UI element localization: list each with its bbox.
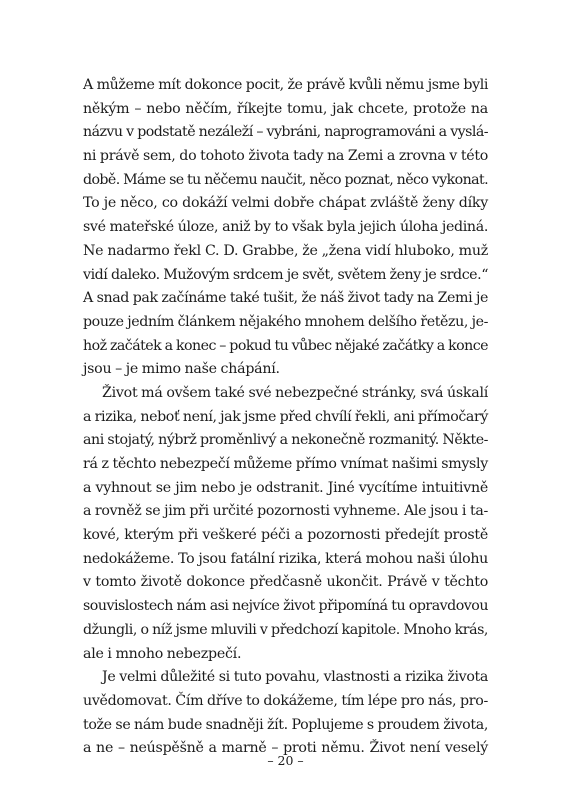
text-line: a ne – neúspěšně a marně – proti němu. Život není veselý bbox=[83, 740, 488, 757]
text-line: jsou – je mimo naše chápání. bbox=[83, 361, 280, 378]
text-line: své mateřské úloze, aniž by to však byla jejich úloha jediná. bbox=[83, 219, 488, 236]
paragraph bbox=[83, 382, 488, 666]
text-line: a vyhnout se jim nebo je odstranit. Jiné vycítíme intuitivně bbox=[83, 479, 488, 496]
text-line: nedokážeme. To jsou fatální rizika, která mohou naši úlohu bbox=[83, 550, 488, 567]
text-line: džungli, o níž jsme mluvili v předchozí kapitole. Mnoho krás, bbox=[83, 621, 488, 638]
text-line: hož začátek a konec – pokud tu vůbec nějaké začátky a konce bbox=[83, 337, 488, 354]
text-line: ani stojatý, nýbrž proměnlivý a nekonečně rozmanitý. Někte- bbox=[83, 432, 488, 449]
paragraph bbox=[83, 74, 488, 382]
text-line: někým – nebo něčím, říkejte tomu, jak chcete, protože na bbox=[83, 100, 488, 117]
text-line: Život má ovšem také své nebezpečné stránky, svá úskalí bbox=[102, 384, 489, 401]
text-line: názvu v podstatě nezáleží – vybráni, naprogramováni a vyslá- bbox=[83, 124, 488, 141]
text-line: Ne nadarmo řekl C. D. Grabbe, že „žena vidí hluboko, muž bbox=[83, 242, 488, 259]
body-text bbox=[83, 74, 488, 761]
text-line: kové, kterým při veškeré péči a pozornosti předejít prostě bbox=[83, 527, 488, 544]
text-line: A snad pak začínáme také tušit, že náš život tady na Zemi je bbox=[83, 290, 488, 307]
text-line: To je něco, co dokáží velmi dobře chápat zvláště ženy díky bbox=[83, 195, 488, 212]
text-line: A můžeme mít dokonce pocit, že právě kvůli němu jsme byli bbox=[83, 77, 488, 93]
text-line: době. Máme se tu něčemu naučit, něco poznat, něco vykonat. bbox=[83, 171, 488, 188]
text-line: pouze jedním článkem nějakého mnohem delšího řetězu, je- bbox=[83, 313, 488, 330]
text-line: tože se nám bude snadněji žít. Poplujeme s proudem života, bbox=[83, 716, 488, 733]
text-line: souvislostech nám asi nejvíce život připomíná tu opravdovou bbox=[83, 598, 488, 615]
text-line: a rovněž se jim při určité pozornosti vyhneme. Ale jsou i ta- bbox=[83, 503, 488, 520]
text-line: a rizika, neboť není, jak jsme před chvílí řekli, ani přímočarý bbox=[83, 408, 488, 425]
text-line: Je velmi důležité si tuto povahu, vlastnosti a rizika života bbox=[102, 669, 488, 686]
text-line: v tomto životě dokonce předčasně ukončit. Právě v těchto bbox=[83, 574, 488, 591]
text-line: ale i mnoho nebezpečí. bbox=[83, 645, 242, 662]
text-line: ni právě sem, do tohoto života tady na Zemi a zrovna v této bbox=[83, 148, 488, 165]
text-line: uvědomovat. Čím dříve to dokážeme, tím lépe pro nás, pro- bbox=[83, 692, 488, 709]
text-line: vidí daleko. Mužovým srdcem je svět, světem ženy je srdce.“ bbox=[83, 266, 488, 283]
text-line: rá z těchto nebezpečí můžeme přímo vnímat našimi smysly bbox=[83, 456, 488, 472]
paragraph bbox=[83, 666, 488, 761]
page-number: – 20 – bbox=[267, 753, 304, 768]
